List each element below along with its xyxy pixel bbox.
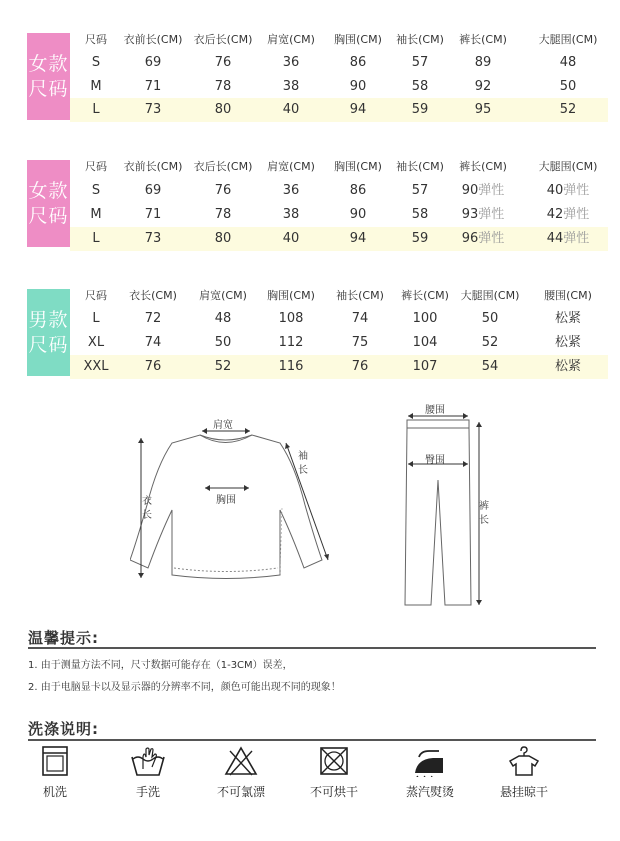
cell-value: 80: [214, 231, 232, 246]
table-cell: [199, 284, 247, 308]
table-cell: [145, 331, 162, 355]
cell-value: 59: [411, 231, 429, 246]
table-cell: [412, 75, 429, 99]
elastic-note: 弹性: [563, 231, 590, 246]
cell-value: 衣后长(CM): [193, 160, 253, 173]
cell-value: 59: [411, 102, 429, 117]
cell-value: 71: [144, 207, 162, 222]
table-cell: [459, 28, 507, 52]
cell-value: M: [90, 207, 102, 222]
cell-value: 大腿围(CM): [460, 289, 520, 302]
wash-divider: [28, 739, 596, 741]
table-row: [70, 331, 608, 355]
table-cell: [215, 98, 232, 122]
table-cell: [350, 179, 367, 203]
cell-value: 36: [282, 183, 300, 198]
table-cell: [539, 155, 598, 179]
table-cell: [215, 203, 232, 227]
table-cell: [482, 307, 499, 331]
table-cell: [267, 28, 315, 52]
wash-item-hang-dry: [479, 745, 569, 800]
table-cell: [475, 98, 492, 122]
elastic-note: 弹性: [563, 207, 590, 222]
table-cell: [267, 284, 315, 308]
tag-line-2: 尺码: [28, 204, 69, 227]
table-cell: [215, 307, 232, 331]
wash-item-no-tumble-dry: [289, 745, 379, 800]
table-cell: [92, 51, 100, 75]
table-cell: [92, 307, 99, 331]
table-cell: [85, 28, 107, 52]
table-cell: [412, 227, 429, 251]
table-cell: [350, 75, 367, 99]
wash-item-no-bleach: [196, 745, 286, 800]
table-cell: [129, 284, 177, 308]
cell-value: 38: [282, 79, 300, 94]
cell-value: 肩宽(CM): [199, 289, 247, 302]
hang-dry-icon: [507, 745, 541, 777]
cell-value: 42: [546, 207, 564, 222]
tag-line-1: 女款: [28, 179, 69, 202]
cell-value: 93: [461, 207, 479, 222]
table-cell: [92, 98, 99, 122]
wash-item-label: 不可烘干: [309, 785, 358, 799]
cell-value: L: [92, 102, 100, 117]
table-cell: [539, 28, 598, 52]
table-cell: [396, 28, 444, 52]
wash-item-hand: [103, 745, 193, 800]
cell-value: 尺码: [85, 33, 107, 46]
cell-value: 86: [349, 55, 367, 70]
table-row: [70, 179, 608, 203]
table-cell: [547, 227, 590, 251]
table-cell: [334, 28, 382, 52]
table-cell: [215, 179, 232, 203]
cell-value: 50: [214, 335, 232, 350]
cell-value: 衣长(CM): [129, 289, 177, 302]
tag-line-2: 尺码: [28, 333, 69, 356]
cell-value: 44: [546, 231, 564, 246]
table-cell: [215, 51, 232, 75]
cell-value: 52: [214, 359, 232, 374]
cell-value: XL: [87, 335, 105, 350]
table-cell: [215, 75, 232, 99]
pants-diagram: [395, 400, 495, 610]
table-cell: [283, 179, 300, 203]
table-cell: [352, 355, 369, 379]
cell-value: 50: [559, 79, 577, 94]
table-cell: [145, 75, 162, 99]
machine-wash-icon: [40, 745, 70, 777]
cell-value: 104: [412, 335, 438, 350]
table-row: [70, 98, 608, 122]
table-cell: [124, 28, 183, 52]
cell-value: 94: [349, 231, 367, 246]
cell-value: 衣后长(CM): [193, 33, 253, 46]
cell-value: 胸围(CM): [334, 160, 382, 173]
cell-value: 95: [474, 102, 492, 117]
cell-value: 50: [481, 311, 499, 326]
table-cell: [92, 227, 99, 251]
cell-value: 71: [144, 79, 162, 94]
cell-value: 48: [214, 311, 232, 326]
cell-value: 38: [282, 207, 300, 222]
table-cell: [412, 203, 429, 227]
cell-value: L: [92, 231, 100, 246]
table-cell: [555, 331, 581, 355]
tips-title: 温馨提示:: [28, 629, 99, 647]
table-cell: [336, 284, 384, 308]
table-row: [70, 307, 608, 331]
men-size-tag: [27, 289, 70, 376]
table-cell: [145, 203, 162, 227]
table-row: [70, 227, 608, 251]
cell-value: 100: [412, 311, 438, 326]
table-header: [70, 284, 608, 308]
table-cell: [396, 155, 444, 179]
table-cell: [279, 307, 304, 331]
cell-value: L: [92, 311, 100, 326]
cell-value: 73: [144, 231, 162, 246]
table-cell: [283, 203, 300, 227]
table-row: [70, 51, 608, 75]
cell-value: 40: [546, 183, 564, 198]
wash-item-label: 蒸汽熨烫: [405, 785, 454, 799]
cell-value: 腰围(CM): [544, 289, 592, 302]
table-cell: [482, 331, 499, 355]
cell-value: 裤长(CM): [401, 289, 449, 302]
cell-value: 74: [351, 311, 369, 326]
elastic-note: 弹性: [478, 207, 505, 222]
table-cell: [145, 227, 162, 251]
table-cell: [283, 227, 300, 251]
table-header: [70, 28, 608, 52]
cell-value: 36: [282, 55, 300, 70]
table-cell: [462, 203, 505, 227]
table-cell: [413, 355, 438, 379]
cell-value: 108: [278, 311, 304, 326]
table-cell: [334, 155, 382, 179]
wash-item-label: 不可氯漂: [216, 785, 265, 799]
table-cell: [560, 51, 577, 75]
table-cell: [283, 98, 300, 122]
cell-value: 尺码: [85, 160, 107, 173]
cell-value: 肩宽(CM): [267, 33, 315, 46]
cell-value: XXL: [83, 359, 109, 374]
wash-item-machine: [10, 745, 100, 800]
cell-value: 78: [214, 79, 232, 94]
cell-value: 大腿围(CM): [538, 160, 598, 173]
cell-value: 48: [559, 55, 577, 70]
cell-value: S: [91, 183, 101, 198]
cell-value: 40: [282, 102, 300, 117]
table-cell: [215, 331, 232, 355]
table-cell: [475, 51, 492, 75]
table-cell: [555, 355, 581, 379]
table-cell: [547, 203, 590, 227]
table-cell: [350, 203, 367, 227]
cell-value: 90: [461, 183, 479, 198]
table-cell: [85, 155, 107, 179]
shirt-chest-label: 胸围: [216, 495, 236, 506]
tips-divider: [28, 647, 596, 649]
cell-value: 裤长(CM): [459, 33, 507, 46]
cell-value: 40: [282, 231, 300, 246]
cell-value: 尺码: [85, 289, 107, 302]
cell-value: 89: [474, 55, 492, 70]
wash-item-label: 机洗: [42, 785, 67, 799]
women-size-tag: [27, 33, 70, 120]
table-cell: [350, 98, 367, 122]
cell-value: 76: [144, 359, 162, 374]
cell-value: 90: [349, 79, 367, 94]
table-cell: [283, 75, 300, 99]
no-tumble-dry-icon: [318, 745, 350, 777]
cell-value: 80: [214, 102, 232, 117]
cell-value: 90: [349, 207, 367, 222]
cell-value: 73: [144, 102, 162, 117]
elastic-note: 弹性: [563, 183, 590, 198]
tip-line: 2. 由于电脑显卡以及显示器的分辨率不同，颜色可能出现不同的现象！: [28, 682, 341, 693]
table-cell: [560, 98, 577, 122]
cell-value: 86: [349, 183, 367, 198]
elastic-note: 弹性: [478, 183, 505, 198]
cell-value: 肩宽(CM): [267, 160, 315, 173]
elastic-note: 弹性: [478, 231, 505, 246]
table-cell: [215, 227, 232, 251]
cell-value: 92: [474, 79, 492, 94]
cell-value: 52: [559, 102, 577, 117]
table-cell: [482, 355, 499, 379]
table-row: [70, 75, 608, 99]
cell-value: 松紧: [554, 359, 582, 374]
table-cell: [413, 307, 438, 331]
no-bleach-icon: [224, 745, 258, 777]
table-cell: [350, 51, 367, 75]
table-cell: [90, 203, 101, 227]
cell-value: S: [91, 55, 101, 70]
table-cell: [145, 179, 162, 203]
cell-value: 54: [481, 359, 499, 374]
pants-length-label: 裤长: [479, 501, 489, 526]
wash-item-label: 悬挂晾干: [499, 785, 548, 799]
table-cell: [560, 75, 577, 99]
table-cell: [413, 331, 438, 355]
cell-value: 75: [351, 335, 369, 350]
table-cell: [544, 284, 592, 308]
table-cell: [412, 179, 429, 203]
tag-line-1: 男款: [28, 308, 69, 331]
cell-value: 96: [461, 231, 479, 246]
table-cell: [145, 98, 162, 122]
cell-value: 袖长(CM): [396, 33, 444, 46]
cell-value: 58: [411, 207, 429, 222]
table-cell: [401, 284, 449, 308]
table-cell: [279, 331, 304, 355]
table-cell: [555, 307, 581, 331]
table-cell: [461, 284, 520, 308]
table-cell: [412, 98, 429, 122]
cell-value: 57: [411, 183, 429, 198]
pants-hip-label: 臀围: [425, 455, 445, 466]
table-cell: [83, 355, 108, 379]
cell-value: 76: [214, 55, 232, 70]
cell-value: 69: [144, 55, 162, 70]
shirt-shoulder-label: 肩宽: [213, 420, 233, 431]
wash-title: 洗涤说明:: [28, 720, 99, 738]
cell-value: 74: [144, 335, 162, 350]
table-row: [70, 203, 608, 227]
table-cell: [92, 179, 100, 203]
cell-value: 112: [278, 335, 304, 350]
cell-value: 72: [144, 311, 162, 326]
cell-value: 衣前长(CM): [123, 160, 183, 173]
shirt-length-label: 衣长: [142, 496, 152, 521]
table-cell: [145, 51, 162, 75]
table-cell: [88, 331, 104, 355]
cell-value: 58: [411, 79, 429, 94]
table-cell: [124, 155, 183, 179]
cell-value: 胸围(CM): [334, 33, 382, 46]
cell-value: 76: [351, 359, 369, 374]
table-cell: [85, 284, 107, 308]
cell-value: 袖长(CM): [336, 289, 384, 302]
table-header: [70, 155, 608, 179]
cell-value: 大腿围(CM): [538, 33, 598, 46]
table-cell: [267, 155, 315, 179]
table-cell: [145, 355, 162, 379]
table-row: [70, 355, 608, 379]
cell-value: 57: [411, 55, 429, 70]
cell-value: 胸围(CM): [267, 289, 315, 302]
tag-line-1: 女款: [28, 52, 69, 75]
wash-item-steam-iron: [385, 745, 475, 800]
hand-wash-icon: [130, 745, 166, 777]
cell-value: 衣前长(CM): [123, 33, 183, 46]
tip-line: 1. 由于测量方法不同，尺寸数据可能存在（1-3CM）误差，: [28, 660, 293, 671]
cell-value: 78: [214, 207, 232, 222]
wash-item-label: 手洗: [135, 785, 160, 799]
cell-value: 116: [278, 359, 304, 374]
table-cell: [194, 155, 253, 179]
table-cell: [350, 227, 367, 251]
table-cell: [279, 355, 304, 379]
table-cell: [215, 355, 232, 379]
cell-value: 69: [144, 183, 162, 198]
tag-line-2: 尺码: [28, 77, 69, 100]
cell-value: 76: [214, 183, 232, 198]
table-cell: [547, 179, 590, 203]
table-cell: [145, 307, 162, 331]
steam-iron-icon: [411, 745, 449, 777]
table-cell: [459, 155, 507, 179]
shirt-diagram: [130, 410, 340, 590]
women-size-tag: [27, 160, 70, 247]
table-cell: [462, 179, 505, 203]
cell-value: 松紧: [554, 335, 582, 350]
table-cell: [475, 75, 492, 99]
table-cell: [352, 307, 369, 331]
table-cell: [462, 227, 505, 251]
cell-value: 107: [412, 359, 438, 374]
shirt-sleeve-label: 袖长: [298, 451, 308, 476]
cell-value: 52: [481, 335, 499, 350]
pants-waist-label: 腰围: [425, 405, 445, 416]
table-cell: [352, 331, 369, 355]
cell-value: M: [90, 79, 102, 94]
cell-value: 松紧: [554, 311, 582, 326]
table-cell: [90, 75, 101, 99]
cell-value: 裤长(CM): [459, 160, 507, 173]
cell-value: 94: [349, 102, 367, 117]
table-cell: [412, 51, 429, 75]
cell-value: 袖长(CM): [396, 160, 444, 173]
table-cell: [283, 51, 300, 75]
table-cell: [194, 28, 253, 52]
